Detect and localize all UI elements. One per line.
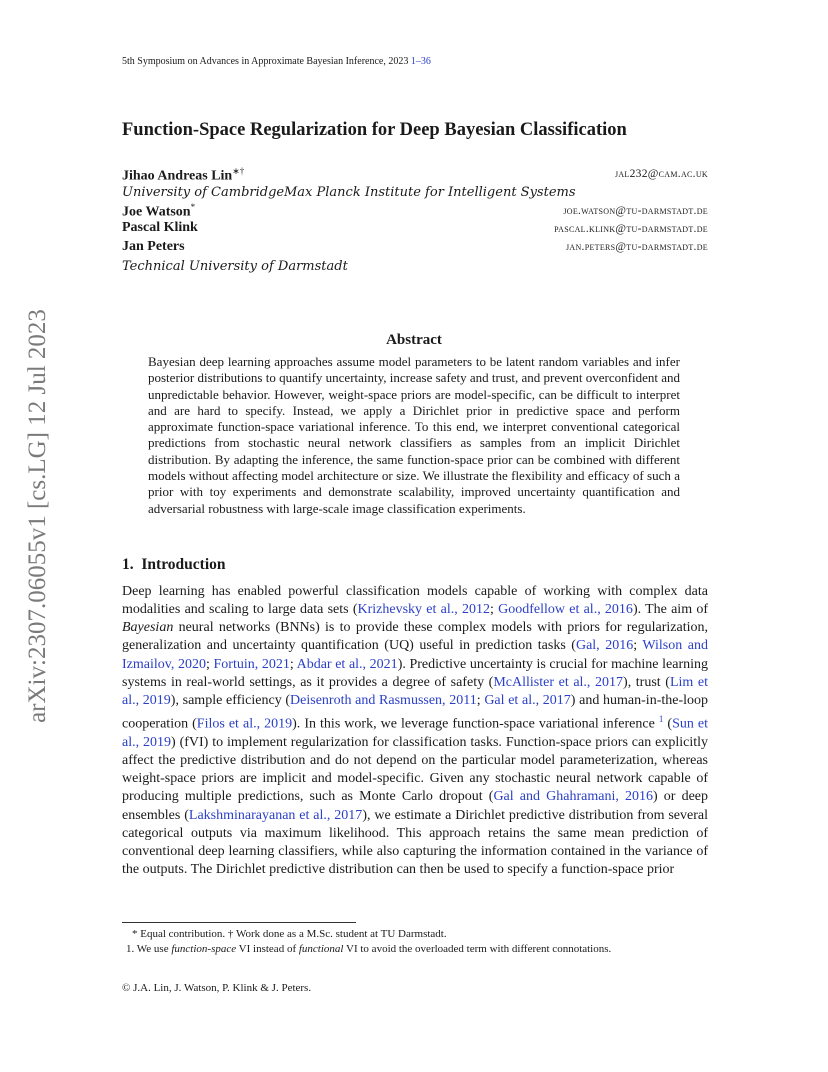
abstract-body: Bayesian deep learning approaches assume model parameters to be latent random variables and infer posterior distributions to quantify uncertainty, increase safety and trust, and prevent overconfident and unpredictable behavior. However, weight-space priors are model-specific, can be difficult to interpret and are hard to specify. Instead, we apply a Dirichlet prior in predictive space and perform approximate function-space variational inference. To this end, we interpret conventional categorical predictions from stochastic neural network classifiers as samples from an implicit Dirichlet distribution. By adapting the inference, the same function-space prior can be combined with different models without affecting model architecture or size. We illustrate the flexibility and efficacy of such a prior with toy experiments and demonstrate scalability, improved uncertainty quantification and adversarial robustness with large-scale image classification experiments. [148,354,680,516]
affiliation-darmstadt: Technical University of Darmstadt [122,259,348,274]
venue-text: 5th Symposium on Advances in Approximate Bayesian Inference, 2023 [122,56,409,67]
text-run: ; [633,638,643,654]
text-run: ; [289,656,297,672]
text-run: Deep learning has enabled powerful classification models capable of working with complex data modalities and scaling to large data sets ( [122,584,708,618]
text-run: ( [663,716,673,732]
text-run: ; [205,656,214,672]
text-run: VI to avoid the overloaded term with different connotations. [343,943,612,955]
emphasis: functional [298,943,344,955]
author-name: Jihao Andreas Lin [122,168,233,184]
text-run: neural networks (BNNs) is to provide these complex models with priors for regularization, generalization and uncertainty quantification (UQ) useful in prediction tasks ( [122,620,708,654]
arxiv-identifier: arXiv:2307.06055v1 [cs.LG] 12 Jul 2023 [24,309,51,723]
footnote-1 [126,943,611,955]
text-run: ), sample efficiency ( [170,692,291,708]
author-4 [122,239,185,255]
text-run: ). In this work, we leverage function-space variational inference [292,716,659,732]
author-email-3[interactable]: pascal.klink@tu-darmstadt.de [554,223,708,235]
footnote-rule [122,922,356,923]
section-number: 1. [122,556,134,573]
citation-link[interactable]: Gal et al., 2017 [484,692,571,708]
citation-link[interactable]: McAllister et al., 2017 [493,674,624,690]
text-run: ) or deep ensembles ( [122,789,709,823]
author-1 [122,166,244,185]
author-name: Joe Watson [122,204,191,220]
arxiv-sidebar [18,296,58,736]
text-run: ; [489,602,499,618]
citation-link[interactable]: Goodfellow et al., 2016 [498,602,633,618]
author-mark: ∗† [232,166,245,176]
text-run: VI instead of [236,943,299,955]
paper-title: Function-Space Regularization for Deep Bayesian Classification [122,120,627,140]
citation-link[interactable]: Abdar et al., 2021 [296,656,398,672]
text-run: ) (fVI) to implement regularization for classification tasks. Function-space priors can explicitly affect the predictive distribution and do not depend on the particular model parameterization, whereas weight-space priors are implicit and model-specific. Given any stochastic neural network capable of producing multiple predictions, such as Monte Carlo dropout ( [122,734,709,805]
citation-link[interactable]: Filos et al., 2019 [196,716,293,732]
citation-link[interactable]: Gal and Ghahramani, 2016 [493,789,653,805]
author-2 [122,202,195,221]
citation-link[interactable]: Deisenroth and Rasmussen, 2011 [290,692,477,708]
affiliation-cambridge: University of Cambridge [122,185,285,200]
introduction-paragraph [122,583,708,879]
page-range-link[interactable]: 1–36 [410,56,431,67]
footnote-equal-contribution: * Equal contribution. † Work done as a M.Sc. student at TU Darmstadt. [132,928,447,940]
emphasis: Bayesian [122,620,174,636]
author-name: Jan Peters [122,239,185,254]
author-email-4[interactable]: jan.peters@tu-darmstadt.de [565,241,708,253]
citation-link[interactable]: Fortuin, 2021 [213,656,290,672]
citation-link[interactable]: Lim et al., 2019 [122,674,708,708]
abstract-heading: Abstract [386,332,442,348]
footnote-ref[interactable]: 1 [658,714,664,725]
venue-header [122,56,431,67]
citation-link[interactable]: Krizhevsky et al., 2012 [357,602,490,618]
citation-link[interactable]: Wilson and Izmailov, 2020 [122,638,708,672]
author-email-1[interactable]: jal232@cam.ac.uk [614,168,708,180]
citation-link[interactable]: Lakshminarayanan et al., 2017 [188,807,363,823]
text-run: 1. We use [126,943,172,955]
section-title: Introduction [141,556,226,573]
text-run: ) and human-in-the-loop cooperation ( [122,692,709,732]
author-mark: * [190,202,196,212]
author-email-2[interactable]: joe.watson@tu-darmstadt.de [563,205,708,217]
citation-link[interactable]: Sun et al., 2019 [122,716,709,750]
text-run: ), trust ( [623,674,670,690]
copyright-notice: © J.A. Lin, J. Watson, P. Klink & J. Peters. [122,982,312,994]
text-run: ). Predictive uncertainty is crucial for machine learning systems in real-world settings, as it provides a degree of safety ( [122,656,708,690]
section-heading-introduction [122,556,226,574]
text-run: ), we estimate a Dirichlet predictive distribution from several categorical outputs via maximum likelihood. This approach retains the same mean prediction of conventional deep learning classifiers, while also capturing the information contained in the variance of the outputs. The Dirichlet predictive distribution can then be used to specify a function-space prior [122,807,709,877]
affiliation-max-planck: Max Planck Institute for Intelligent Systems [284,185,576,200]
author-name: Pascal Klink [122,220,198,235]
citation-link[interactable]: Gal, 2016 [575,638,634,654]
text-run: ). The aim of [632,602,708,618]
emphasis: function-space [171,943,237,955]
text-run: ; [476,692,485,708]
author-3 [122,220,198,236]
